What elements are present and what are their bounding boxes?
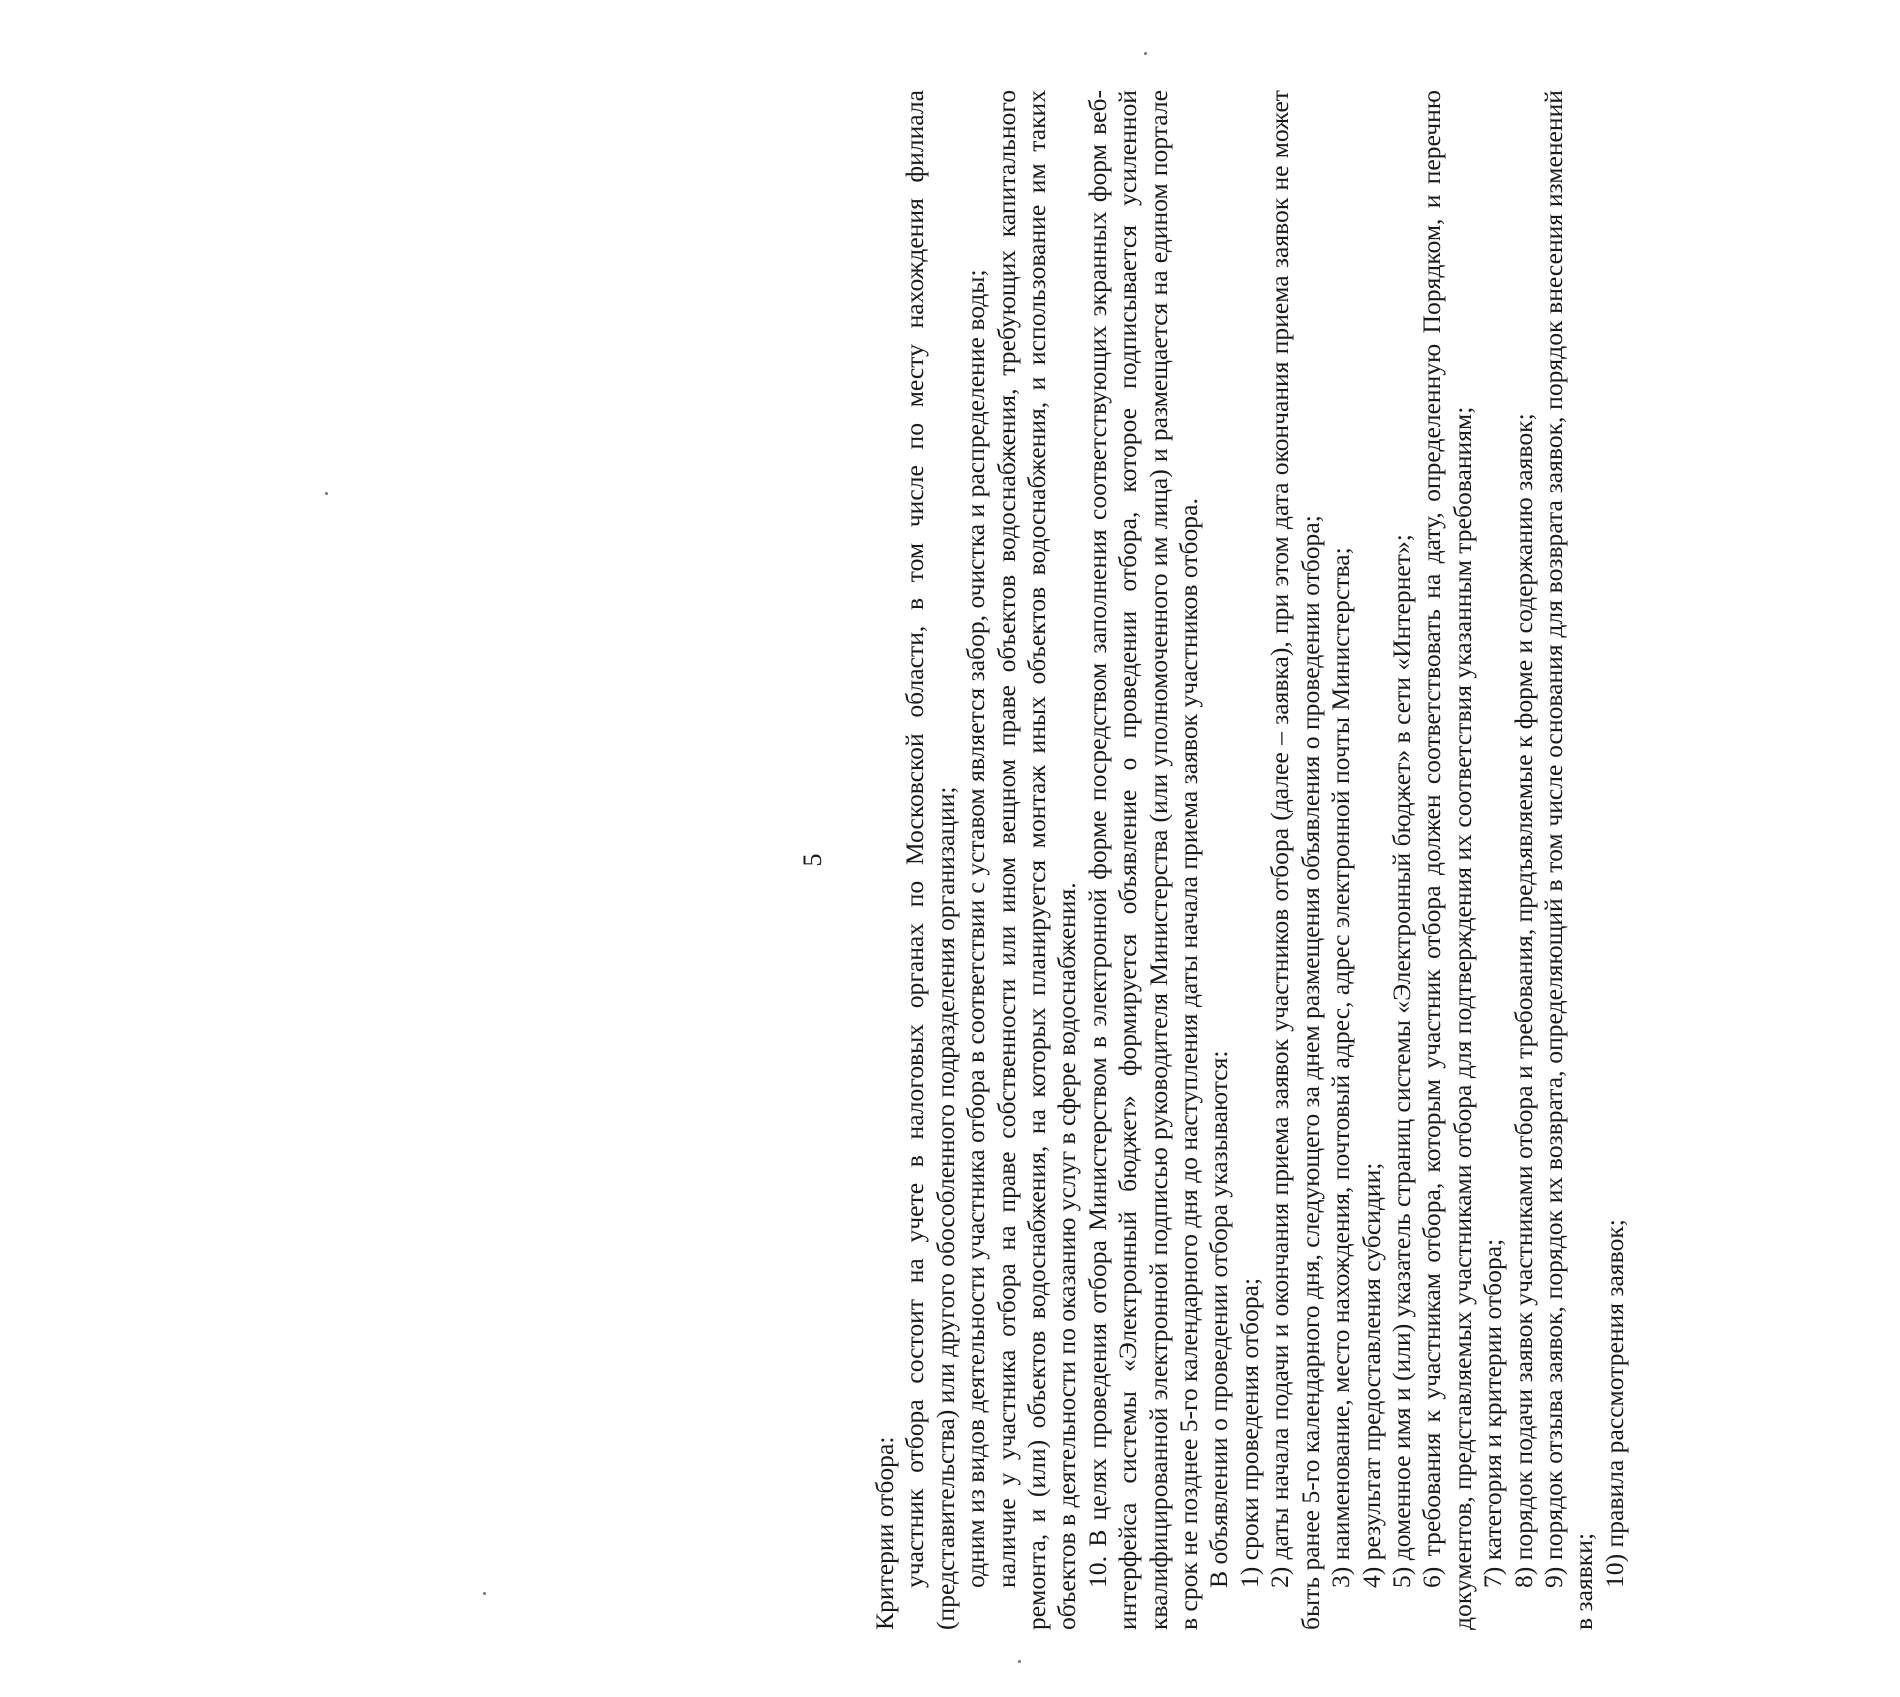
scan-speck xyxy=(1144,52,1147,55)
list-item: 2) даты начала подачи и окончания приема заявок участников отбора (далее – заявка), при этом дата окончания приема заявок не может быть ранее 5-го календарного дня, следующего за днем размещения объявления о проведении отбора; xyxy=(1265,90,1325,1630)
document-body xyxy=(870,90,1630,1630)
paragraph: В объявлении о проведении отбора указываются: xyxy=(1204,1050,1234,1588)
scan-speck xyxy=(325,492,328,495)
list-item: 6) требования к участникам отбора, которым участник отбора должен соответствовать на дату, определенную Порядком, и перечню документов, представляемых участниками отбора для подтверждения их соответствия указанным требованиям; xyxy=(1417,90,1477,1630)
list-item: 3) наименование, место нахождения, почтовый адрес, адрес электронной почты Министерства; xyxy=(1326,547,1356,1588)
paragraph: участник отбора состоит на учете в налоговых органах по Московской области, в том числе по месту нахождения филиала (представительства) или другого обособленного подразделения организации; xyxy=(900,90,960,1630)
page-number: 5 xyxy=(798,853,827,867)
paragraph: 10. В целях проведения отбора Министерством в электронной форме посредством заполнения соответствующих экранных форм веб-интерфейса системы «Электронный бюджет» формируется объявление о проведении отбора, которое подписывается усиленной квалифицированной электронной подписью руководителя Министерства (или уполномоченного им лица) и размещается на едином портале в срок не позднее 5-го календарного дня до наступления даты начала приема заявок участников отбора. xyxy=(1082,90,1204,1630)
list-item: 8) порядок подачи заявок участниками отбора и требования, предъявляемые к форме и содержанию заявок; xyxy=(1508,413,1538,1588)
list-item: 7) категория и критерии отбора; xyxy=(1478,1238,1508,1588)
paragraph: одним из видов деятельности участника отбора в соответствии с уставом является забор, очистка и распределение воды; xyxy=(961,269,991,1588)
paragraph: наличие у участника отбора на праве собственности или ином вещном праве объектов водоснабжения, требующих капитального ремонта, и (или) объектов водоснабжения, на которых планируется монтаж иных объектов водоснабжения, и использование им таких объектов в деятельности по оказанию услуг в сфере водоснабжения. xyxy=(991,90,1082,1630)
scan-speck xyxy=(1018,1660,1021,1663)
list-item: 9) порядок отзыва заявок, порядок их возврата, определяющий в том числе основания для возврата заявок, порядок внесения изменений в заявки; xyxy=(1538,90,1599,1630)
list-item: 4) результат предоставления субсидии; xyxy=(1356,1162,1386,1588)
list-item: 5) доменное имя и (или) указатель страниц системы «Электронный бюджет» в сети «Интернет»; xyxy=(1386,534,1416,1588)
list-item: 10) правила рассмотрения заявок; xyxy=(1599,1219,1629,1588)
list-item: 1) сроки проведения отбора; xyxy=(1234,1277,1264,1588)
scan-speck xyxy=(483,1592,486,1595)
rotated-content xyxy=(798,80,1900,1640)
section-heading: Критерии отбора: xyxy=(870,1436,899,1630)
